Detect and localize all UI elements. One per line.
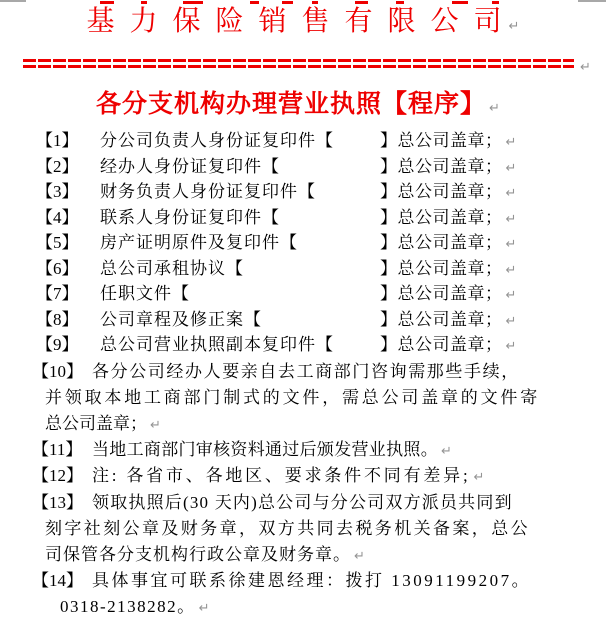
- section-title-row: [96, 91, 500, 122]
- paragraph-mark: ↵: [580, 60, 591, 75]
- item-number: 【5】: [36, 233, 79, 252]
- paragraph-mark: ↵: [473, 470, 485, 485]
- item-text: 刻字社刻公章及财务章，双方共同去税务机关备案，总公: [45, 519, 530, 538]
- item-line-10b: [45, 388, 540, 408]
- paragraph-mark: ↵: [150, 418, 161, 433]
- clipped-red-text-artifact: [250, 1, 259, 4]
- clipped-red-text-artifact: [396, 1, 404, 4]
- item-text: 总公司营业执照副本复印件【: [100, 335, 334, 354]
- item-line-14a: [32, 571, 531, 591]
- item-line-12: [32, 466, 484, 488]
- stamp-note: [380, 259, 516, 281]
- stamp-note: [380, 131, 516, 153]
- item-number: 【11】: [32, 440, 83, 459]
- paragraph-mark: ↵: [505, 186, 517, 201]
- item-number: 【14】: [32, 571, 83, 590]
- paragraph-mark: ↵: [505, 339, 517, 354]
- section-title: 各分支机构办理营业执照【程序】: [96, 91, 487, 118]
- item-number: 【4】: [36, 208, 79, 227]
- item-text: 房产证明原件及复印件【: [100, 233, 298, 252]
- item-line-13a: [32, 493, 513, 513]
- item-number: 【7】: [36, 284, 79, 303]
- stamp-note: [380, 182, 516, 204]
- header-rule-top: [23, 59, 574, 62]
- item-text: 各分公司经办人要亲自去工商部门咨询需那些手续，: [92, 362, 520, 381]
- item-number: 【6】: [36, 259, 79, 278]
- item-line-5: [36, 233, 517, 253]
- clipped-red-text-artifact: [141, 1, 147, 4]
- clipped-red-text-artifact: [492, 1, 499, 4]
- paragraph-mark: ↵: [441, 444, 452, 459]
- item-line-13c: [45, 545, 365, 567]
- item-text: 注: 各省市、各地区、要求条件不同有差异;: [92, 466, 471, 485]
- stamp-note: [380, 310, 516, 332]
- clipped-red-text-artifact: [100, 1, 114, 4]
- item-line-1: [36, 131, 517, 151]
- item-number: 【12】: [32, 466, 83, 485]
- item-text: 当地工商部门审核资料通过后颁发营业执照。: [92, 440, 438, 459]
- item-line-13b: [45, 519, 530, 539]
- item-line-6: [36, 259, 517, 279]
- stamp-note-text: 】总公司盖章；: [380, 310, 503, 329]
- stamp-note-text: 】总公司盖章；: [380, 284, 503, 303]
- item-text: 经办人身份证复印件【: [100, 157, 280, 176]
- clipped-red-text-artifact: [452, 1, 468, 4]
- paragraph-mark: ↵: [505, 135, 517, 150]
- item-text: 总公司盖章；: [45, 414, 147, 433]
- clipped-red-text-artifact: [312, 1, 318, 4]
- paragraph-mark: ↵: [508, 19, 520, 34]
- item-text: 联系人身份证复印件【: [100, 208, 280, 227]
- item-text: 0318-2138282。: [60, 597, 196, 616]
- item-text: 公司章程及修正案【: [100, 310, 262, 329]
- item-text: 司保管各分支机构行政公章及财务章。: [45, 545, 351, 564]
- item-text: 分公司负责人身份证复印件【: [100, 131, 334, 150]
- item-number: 【3】: [36, 182, 79, 201]
- paragraph-mark: ↵: [505, 161, 517, 176]
- item-number: 【1】: [36, 131, 79, 150]
- stamp-note-text: 】总公司盖章；: [380, 182, 503, 201]
- company-name: 基 力 保 险 销 售 有 限 公 司: [86, 6, 506, 37]
- clipped-red-text-artifact: [183, 1, 203, 4]
- item-line-14b: [60, 597, 210, 619]
- paragraph-mark: ↵: [505, 237, 517, 252]
- clipped-red-text-artifact: [282, 1, 293, 4]
- stamp-note: [380, 233, 516, 255]
- paragraph-mark: ↵: [505, 212, 517, 227]
- item-line-3: [36, 182, 517, 202]
- paragraph-mark: ↵: [505, 314, 517, 329]
- item-text: 具体事宜可联系徐建恩经理：拨打 13091199207。: [92, 571, 532, 590]
- item-number: 【8】: [36, 310, 79, 329]
- stamp-note: [380, 157, 516, 179]
- company-name-heading: [0, 6, 606, 43]
- item-number: 【9】: [36, 335, 79, 354]
- item-line-10c: [45, 414, 161, 436]
- item-text: 财务负责人身份证复印件【: [100, 182, 316, 201]
- item-text: 领取执照后(30 天内)总公司与分公司双方派员共同到: [92, 493, 513, 512]
- item-text: 总公司承租协议【: [100, 259, 244, 278]
- paragraph-mark: ↵: [505, 288, 517, 303]
- paragraph-mark: ↵: [198, 601, 210, 616]
- item-number: 【13】: [32, 493, 83, 512]
- item-line-9: [36, 335, 517, 355]
- stamp-note: [380, 284, 516, 306]
- stamp-note: [380, 208, 516, 230]
- stamp-note-text: 】总公司盖章；: [380, 208, 503, 227]
- item-line-4: [36, 208, 517, 228]
- item-text: 并领取本地工商部门制式的文件，需总公司盖章的文件寄: [45, 388, 540, 407]
- item-text: 任职文件【: [100, 284, 190, 303]
- page-edge-mark-right: [578, 0, 606, 2]
- item-line-10a: [32, 362, 520, 382]
- clipped-red-text-artifact: [355, 1, 368, 4]
- stamp-note: [380, 335, 516, 357]
- item-line-11: [32, 440, 452, 462]
- page-edge-mark-left: [0, 0, 26, 2]
- paragraph-mark: ↵: [505, 263, 517, 278]
- item-line-8: [36, 310, 517, 330]
- stamp-note-text: 】总公司盖章；: [380, 259, 503, 278]
- item-number: 【2】: [36, 157, 79, 176]
- item-line-2: [36, 157, 517, 177]
- paragraph-mark: ↵: [489, 101, 500, 116]
- stamp-note-text: 】总公司盖章；: [380, 335, 503, 354]
- item-number: 【10】: [32, 362, 83, 381]
- stamp-note-text: 】总公司盖章；: [380, 157, 503, 176]
- stamp-note-text: 】总公司盖章；: [380, 131, 503, 150]
- item-line-7: [36, 284, 517, 304]
- header-rule-bottom: [23, 65, 574, 68]
- paragraph-mark: ↵: [354, 549, 365, 564]
- stamp-note-text: 】总公司盖章；: [380, 233, 503, 252]
